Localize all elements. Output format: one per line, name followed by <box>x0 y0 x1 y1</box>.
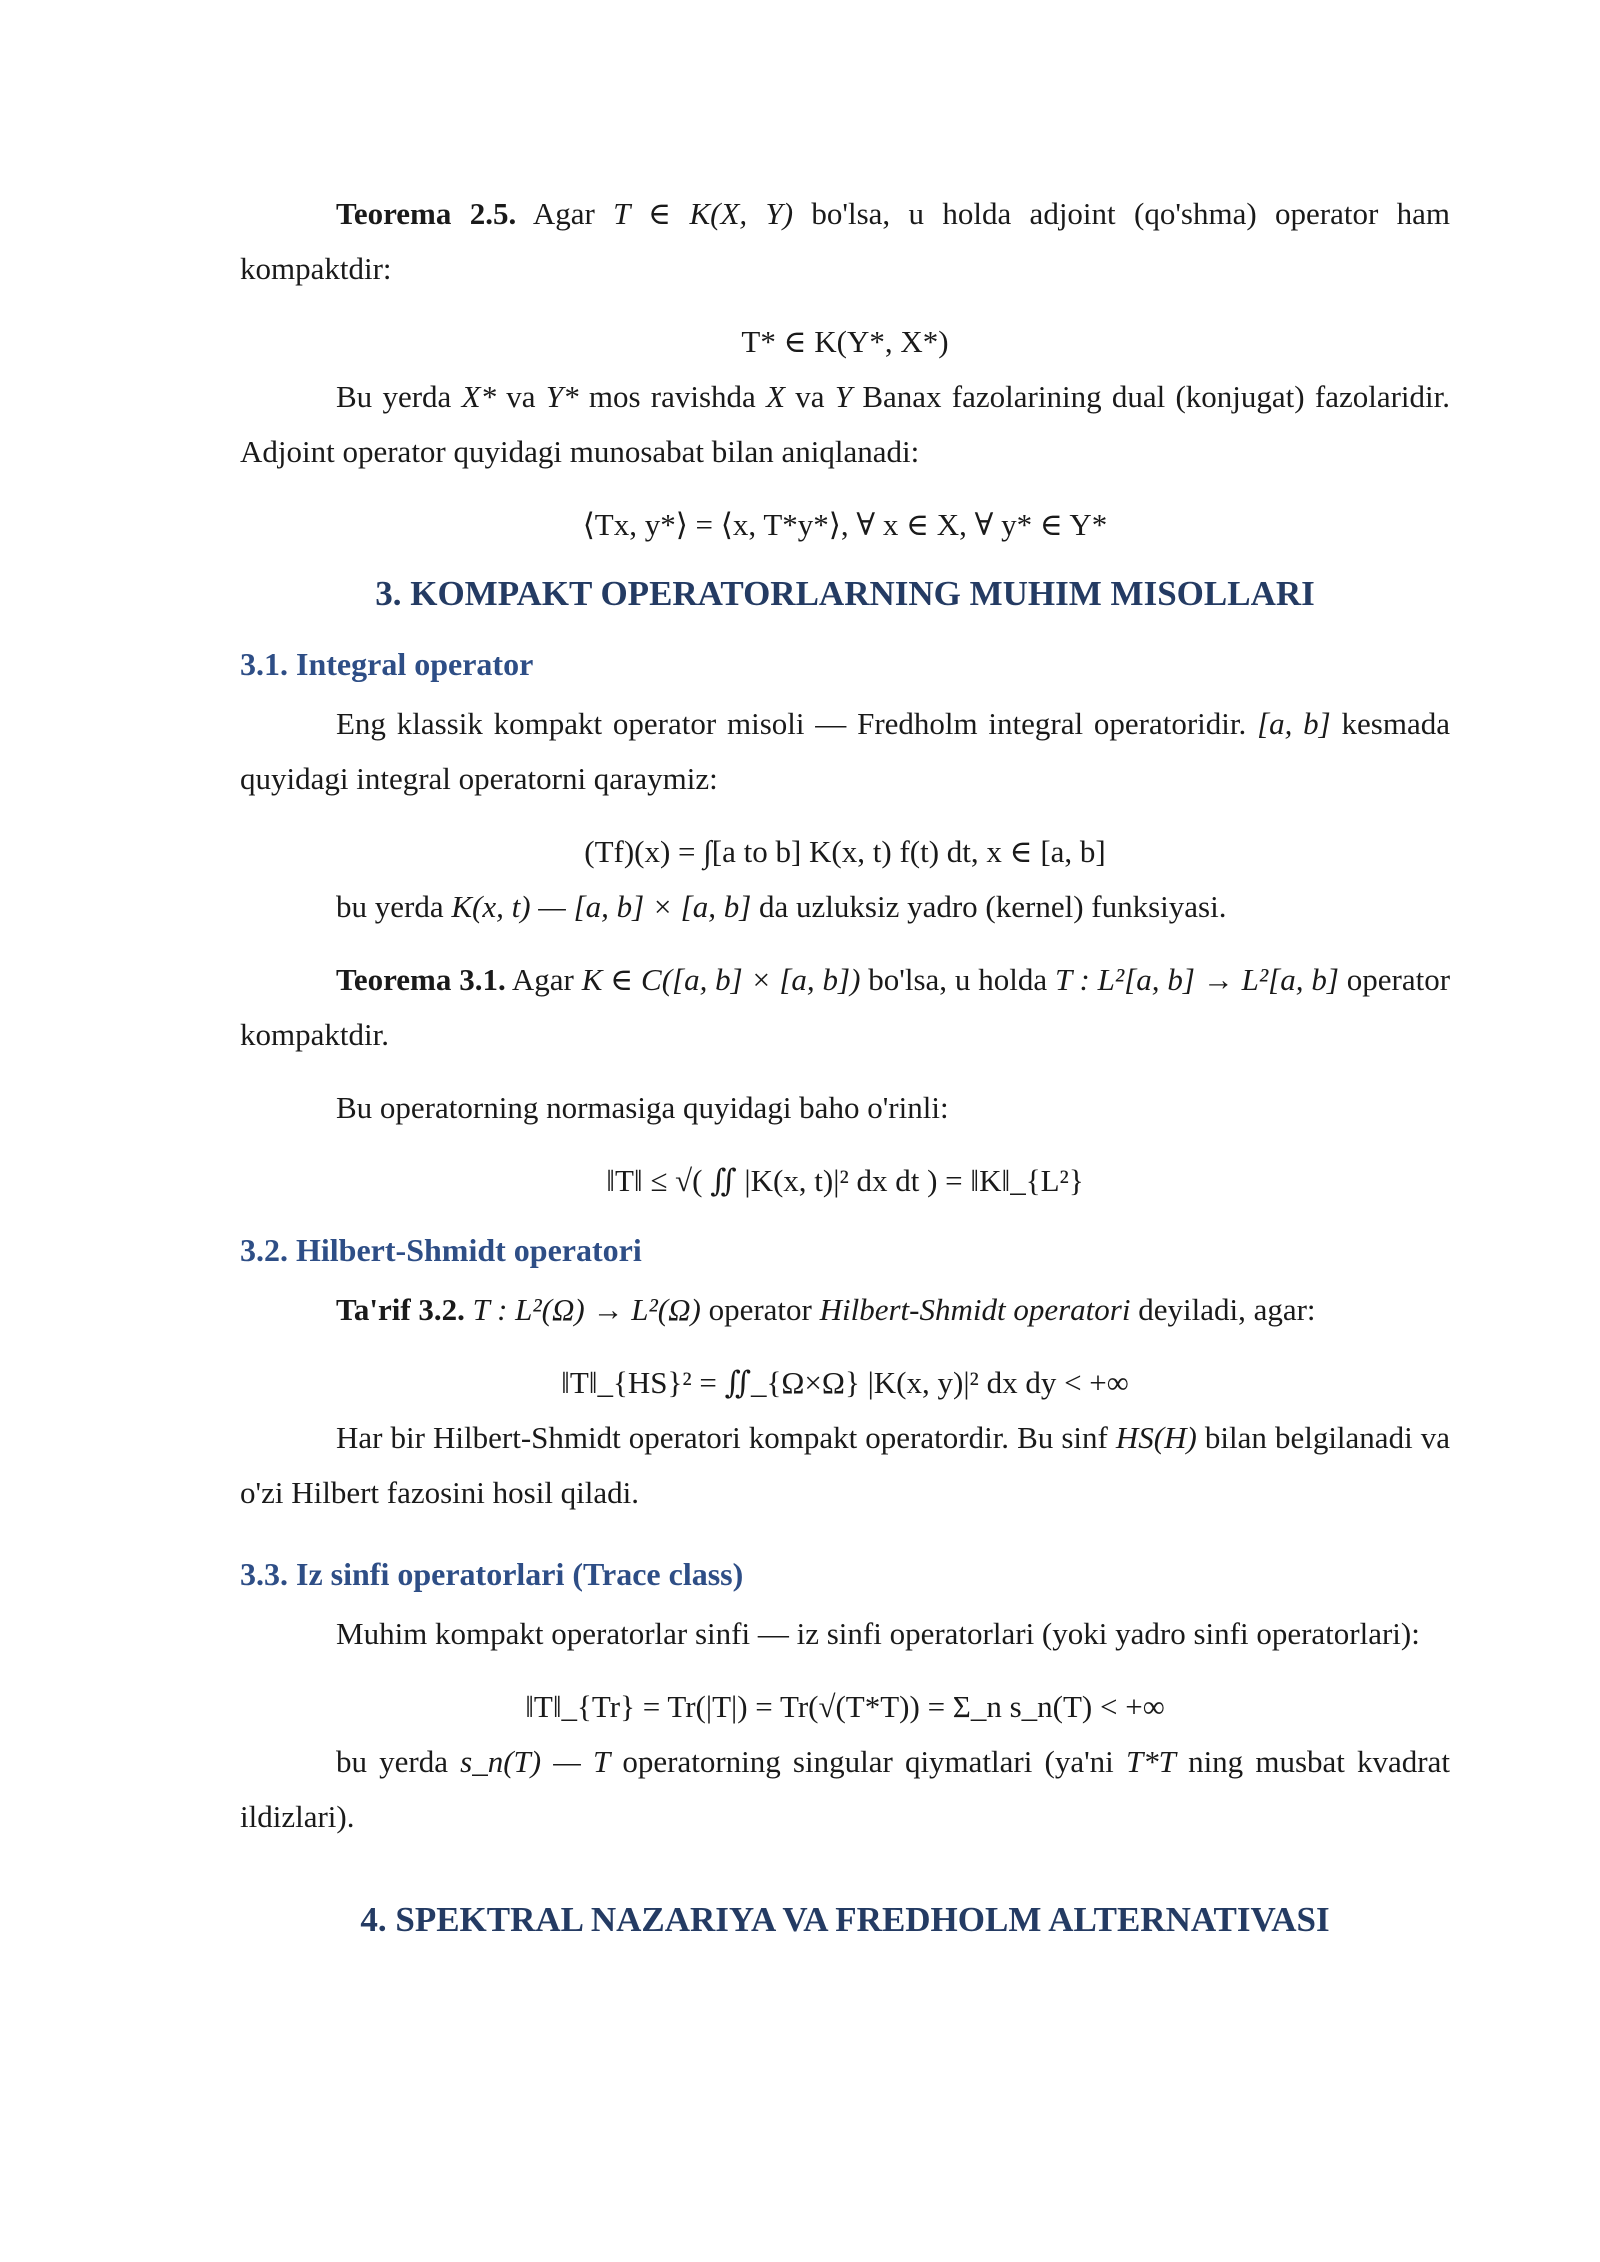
math-inline: T : L²(Ω) → L²(Ω) <box>472 1292 701 1327</box>
math-inline: s_n(T) — T <box>460 1744 611 1779</box>
text: operator <box>700 1292 820 1327</box>
text: Har bir Hilbert-Shmidt operatori kompakt operatordir. Bu sinf <box>336 1420 1116 1455</box>
math-inline: Y* <box>545 379 579 414</box>
paragraph-fredholm <box>240 696 1450 806</box>
text <box>465 1292 473 1327</box>
math-inline: Hilbert-Shmidt operatori <box>819 1292 1131 1327</box>
paragraph-dual-spaces <box>240 369 1450 479</box>
text: bilan belgilanadi va o'zi Hilbert fazosini hosil qiladi. <box>240 1420 1451 1510</box>
text: Banax fazolarining dual (konjugat) fazolaridir. Adjoint operator quyidagi munosabat bilan aniqlanadi: <box>240 379 1451 469</box>
theorem-3-1 <box>240 952 1450 1062</box>
math-inline: Y <box>834 379 853 414</box>
text: deyiladi, agar: <box>1130 1292 1316 1327</box>
theorem-title: Teorema 3.1. <box>336 962 506 997</box>
subsection-3-1-heading: 3.1. Integral operator <box>240 646 534 682</box>
math-inline: K ∈ C([a, b] × [a, b]) <box>581 962 861 997</box>
text: ning musbat kvadrat ildizlari). <box>240 1744 1450 1834</box>
text: operatorning singular qiymatlari (ya'ni <box>610 1744 1126 1779</box>
text: bo'lsa, u holda adjoint (qo'shma) operator ham kompaktdir: <box>240 196 1450 286</box>
definition-3-2 <box>240 1282 1450 1337</box>
math-inline: T : L²[a, b] → L²[a, b] <box>1054 962 1339 997</box>
text: Eng klassik kompakt operator misoli — Fredholm integral operatoridir. <box>336 706 1258 741</box>
math-inline: T ∈ K(X, Y) <box>613 196 794 231</box>
text: Agar <box>505 962 582 997</box>
text: kesmada quyidagi integral operatorni qaraymiz: <box>240 706 1450 796</box>
definition-title: Ta'rif 3.2. <box>336 1292 465 1327</box>
math-inline: X* <box>461 379 496 414</box>
formula-pairing: ⟨Tx, y*⟩ = ⟨x, T*y*⟩, ∀ x ∈ X, ∀ y* ∈ Y* <box>582 507 1108 542</box>
text: bu yerda <box>336 889 452 924</box>
text: da uzluksiz yadro (kernel) funksiyasi. <box>751 889 1227 924</box>
paragraph-kernel <box>240 879 1450 934</box>
subsection-3-2-heading: 3.2. Hilbert-Shmidt operatori <box>240 1232 642 1268</box>
subsection-3-3-heading: 3.3. Iz sinfi operatorlari (Trace class) <box>240 1556 744 1592</box>
text: Bu yerda <box>336 379 462 414</box>
text: mos ravishda <box>578 379 767 414</box>
formula-trace-norm: ‖T‖_{Tr} = Tr(|T|) = Tr(√(T*T)) = Σ_n s_n(T) < +∞ <box>525 1689 1165 1724</box>
text: va <box>785 379 835 414</box>
text: bo'lsa, u holda <box>860 962 1055 997</box>
theorem-title: Teorema 2.5. <box>336 196 517 231</box>
text: operator kompaktdir. <box>240 962 1451 1052</box>
text: va <box>496 379 546 414</box>
page-content <box>240 186 1450 1944</box>
paragraph-norm: Bu operatorning normasiga quyidagi baho o'rinli: <box>336 1090 949 1125</box>
math-inline: [a, b] <box>1257 706 1331 741</box>
theorem-2-5 <box>240 186 1450 296</box>
formula-adjoint: T* ∈ K(Y*, X*) <box>741 324 949 359</box>
formula-integral-operator: (Tf)(x) = ∫[a to b] K(x, t) f(t) dt, x ∈ [a, b] <box>584 834 1106 869</box>
paragraph-hilbert-schmidt <box>240 1410 1450 1520</box>
math-inline: X <box>766 379 786 414</box>
section-4-heading: 4. SPEKTRAL NAZARIYA VA FREDHOLM ALTERNATIVASI <box>360 1900 1330 1939</box>
math-inline: T*T <box>1125 1744 1176 1779</box>
section-3-heading: 3. KOMPAKT OPERATORLARNING MUHIM MISOLLARI <box>375 574 1315 613</box>
math-inline: HS(H) <box>1115 1420 1197 1455</box>
formula-hilbert-schmidt-norm: ‖T‖_{HS}² = ∬_{Ω×Ω} |K(x, y)|² dx dy < +∞ <box>561 1365 1129 1400</box>
math-inline: K(x, t) — [a, b] × [a, b] <box>451 889 752 924</box>
text: Agar <box>516 196 614 231</box>
formula-norm-estimate: ‖T‖ ≤ √( ∬ |K(x, t)|² dx dt ) = ‖K‖_{L²} <box>606 1163 1084 1198</box>
paragraph-trace-class: Muhim kompakt operatorlar sinfi — iz sinfi operatorlari (yoki yadro sinfi operatorlari): <box>336 1616 1420 1651</box>
paragraph-singular-values <box>240 1734 1450 1844</box>
text: bu yerda <box>336 1744 461 1779</box>
